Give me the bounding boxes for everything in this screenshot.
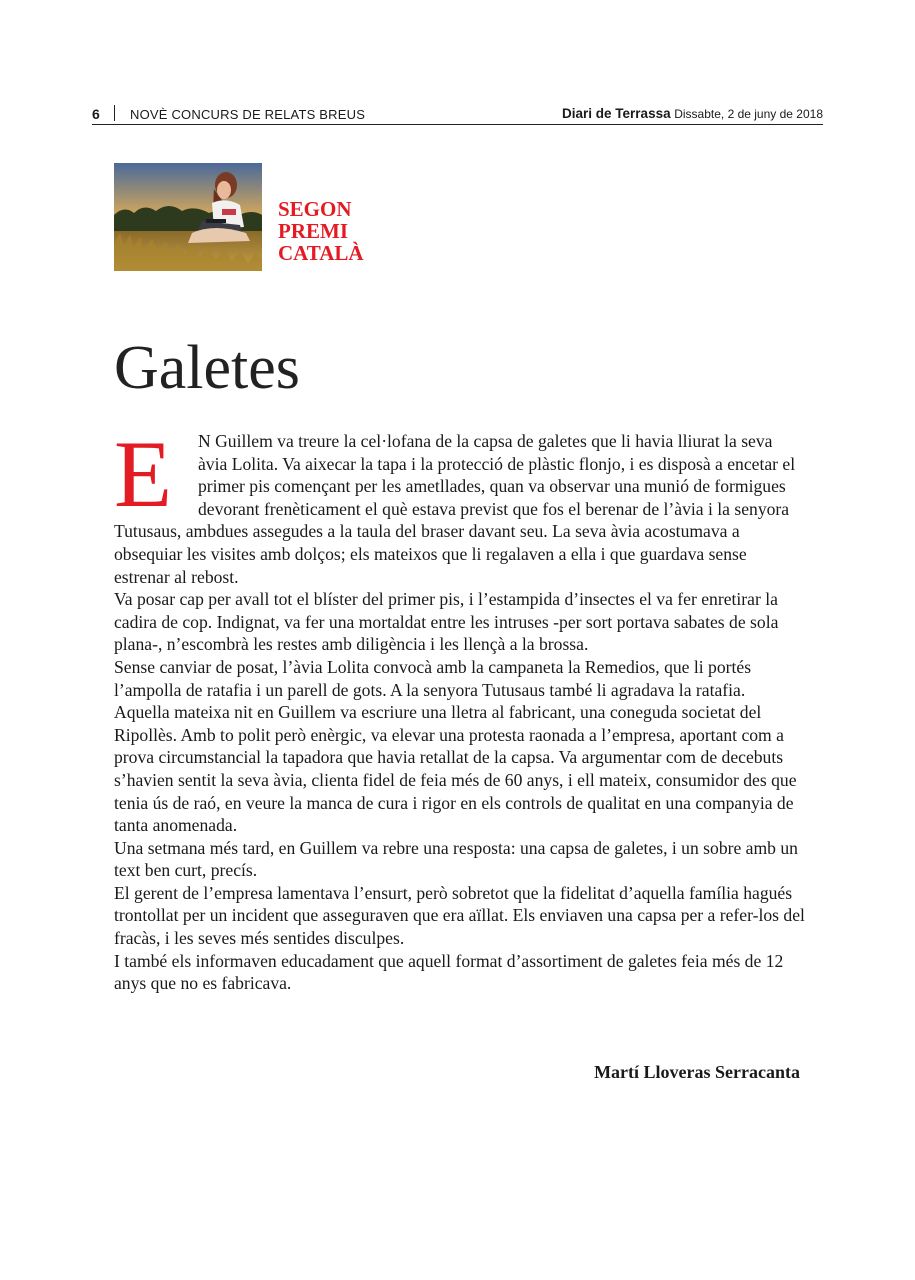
- article-body: [114, 421, 806, 995]
- prize-label: [278, 198, 364, 264]
- page-header: [92, 104, 823, 125]
- issue-date: Dissabte, 2 de juny de 2018: [674, 107, 823, 121]
- article-title: Galetes: [114, 334, 300, 402]
- prize-line-1: SEGON: [278, 197, 352, 221]
- header-divider: [114, 105, 115, 121]
- page-number: 6: [92, 106, 100, 122]
- paragraph: N Guillem va treure la cel·lofana de la capsa de galetes que li havia lliurat la seva àvia Lolita. Va aixecar la tapa i la protecció de plàstic flonjo, i es disposà a encetar el primer pis començant per les ametllades, quan va observar una munió de formigues devorant frenèticament el què estava previst que fos el berenar de l’àvia i la senyora Tutusaus, ambdues assegudes a la taula del braser davant seu. La seva àvia acostumava a obsequiar les visites amb dolços; els mateixos que li regalaven a ella i que guardava sense estrenar al rebost.: [114, 431, 796, 587]
- section-title: NOVÈ CONCURS DE RELATS BREUS: [130, 107, 366, 122]
- paragraph: Sense canviar de posat, l’àvia Lolita convocà amb la campaneta la Remedios, que li portés l’ampolla de ratafia i un parell de gots. A la senyora Tutusaus també li agradava la ratafia.: [114, 656, 752, 700]
- photo-illustration: [114, 163, 262, 271]
- paragraph: Va posar cap per avall tot el blíster del primer pis, i l’estampida d’insectes el va fer enretirar la cadira de cop. Indignat, va fer una mortaldat entre les intruses -per sort portava sabates de sola plana-, n’escombrà les restes amb diligència i les llençà a la brossa.: [114, 589, 779, 655]
- prize-line-2: PREMI: [278, 219, 348, 243]
- paragraph: El gerent de l’empresa lamentava l’ensurt, però sobretot que la fidelitat d’aquella família hagués trontollat per un incident que asseguraven que era aïllat. Els enviaven una capsa per a refer-los del fracàs, i les seves més sentides disculpes.: [114, 882, 805, 949]
- paragraph: Aquella mateixa nit en Guillem va escriure una lletra al fabricant, una coneguda societat del Ripollès. Amb to polit però enèrgic, va elevar una protesta raonada a l’empresa, aportant com a prova circumstancial la tapadora que havia retallat de la capsa. Va argumentar com de decebuts s’havien sentit la seva àvia, clienta fidel de feia més de 60 anys, i ell mateix, consumidor des que tenia ús de raó, en veure la manca de cura i rigor en els controls de qualitat en una companyia de tanta anomenada.: [114, 702, 797, 836]
- drop-cap: E: [114, 421, 173, 527]
- prize-line-3: CATALÀ: [278, 241, 364, 265]
- girl-writing-photo: [114, 163, 262, 271]
- paragraph: I també els informaven educadament que aquell format d’assortiment de galetes feia més de 12 anys que no es fabricava.: [114, 950, 784, 994]
- masthead: [562, 106, 823, 121]
- author-name: Martí Lloveras Serracanta: [594, 1062, 800, 1082]
- newspaper-name: Diari de Terrassa: [562, 106, 671, 121]
- paragraph: Una setmana més tard, en Guillem va rebre una resposta: una capsa de galetes, i un sobre amb un text ben curt, precís.: [114, 837, 798, 881]
